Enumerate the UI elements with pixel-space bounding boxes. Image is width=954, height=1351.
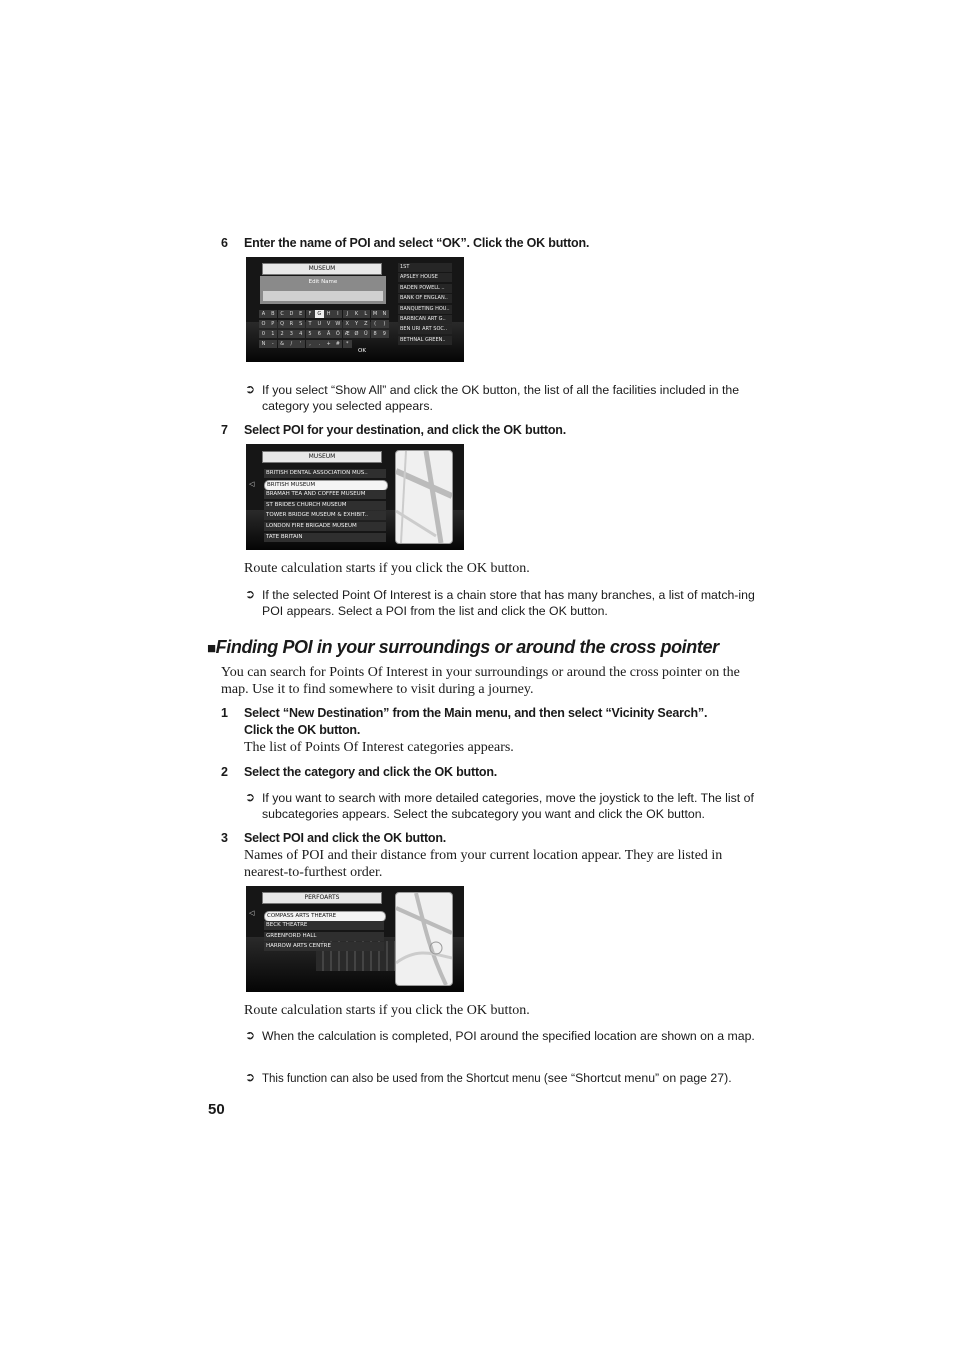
keyboard-key[interactable]: Æ — [343, 330, 352, 338]
list-item[interactable]: COMPASS ARTS THEATRE — [264, 911, 386, 922]
keyboard-key[interactable]: ' — [296, 340, 305, 348]
keyboard-key[interactable]: K — [352, 310, 361, 318]
keyboard-key[interactable]: Y — [352, 320, 361, 328]
keyboard-key[interactable]: . — [315, 340, 324, 348]
keyboard-key[interactable]: Ü — [361, 330, 370, 338]
step-number: 3 — [221, 831, 228, 845]
arrow-icon: ➲ — [245, 1028, 256, 1042]
keyboard-key[interactable]: V — [324, 320, 333, 328]
keyboard-key[interactable]: U — [315, 320, 324, 328]
note-show-all: If you select “Show All” and click the OK button, the list of all the facilities included in the category you selected appears. — [262, 383, 740, 413]
list-item[interactable]: BETHNAL GREEN.. — [398, 336, 452, 345]
arrow-icon: ➲ — [245, 587, 256, 601]
keyboard-key[interactable]: W — [333, 320, 342, 328]
step-number: 1 — [221, 706, 228, 720]
left-arrow-icon: ◁ — [249, 909, 255, 917]
list-item[interactable]: BADEN POWELL .. — [398, 284, 452, 293]
keyboard-key[interactable]: 4 — [296, 330, 305, 338]
arrow-icon: ➲ — [245, 1070, 256, 1084]
list-item[interactable]: LONDON FIRE BRIGADE MUSEUM — [264, 522, 386, 531]
step-result: Names of POI and their distance from your current location appear. They are listed in nearest-to-furthest order. — [244, 848, 723, 880]
keyboard-key[interactable]: F — [306, 310, 315, 318]
keyboard-key[interactable]: C — [278, 310, 287, 318]
keyboard-key[interactable]: M — [371, 310, 380, 318]
list-item[interactable]: APSLEY HOUSE — [398, 273, 452, 282]
map-preview — [395, 892, 453, 986]
keyboard-key[interactable]: D — [287, 310, 296, 318]
keyboard-key[interactable]: R — [287, 320, 296, 328]
route-calculation-text: Route calculation starts if you click the OK button. — [244, 561, 530, 576]
list-item[interactable]: BEN URI ART SOC.. — [398, 325, 452, 334]
keyboard-key[interactable]: T — [306, 320, 315, 328]
note-calculation-complete: When the calculation is completed, POI around the specified location are shown on a map. — [262, 1029, 755, 1043]
keyboard-key[interactable]: X — [343, 320, 352, 328]
step-result: The list of Points Of Interest categories appears. — [244, 740, 514, 755]
keyboard-key[interactable]: 2 — [278, 330, 287, 338]
keyboard-key[interactable]: Ä — [324, 330, 333, 338]
list-item[interactable]: BECK THEATRE — [264, 921, 384, 930]
keyboard-key[interactable]: 0 — [259, 330, 268, 338]
keyboard-key[interactable]: ) — [380, 320, 389, 328]
keyboard-key[interactable]: Z — [361, 320, 370, 328]
keyboard-key[interactable]: - — [268, 340, 277, 348]
left-arrow-icon: ◁ — [249, 480, 255, 488]
step-text: Select the category and click the OK button. — [244, 765, 498, 779]
list-item[interactable]: BANK OF ENGLAN.. — [398, 294, 452, 303]
list-item[interactable]: BRAMAH TEA AND COFFEE MUSEUM — [264, 490, 386, 499]
keyboard-key[interactable]: & — [278, 340, 287, 348]
list-item[interactable]: ST BRIDES CHURCH MUSEUM — [264, 501, 386, 510]
list-item[interactable]: BRITISH DENTAL ASSOCIATION MUS.. — [264, 469, 386, 478]
step-number: 2 — [221, 765, 228, 779]
keyboard-key[interactable]: B — [268, 310, 277, 318]
list-item[interactable]: HARROW ARTS CENTRE — [264, 942, 384, 951]
note-subcategories: If you want to search with more detailed categories, move the joystick to the left. The list of subcategories appears. Select the subcategory you want and click the OK button. — [262, 791, 754, 821]
step-number: 6 — [221, 236, 228, 250]
keyboard-key[interactable]: H — [324, 310, 333, 318]
keyboard-key[interactable]: J — [343, 310, 352, 318]
list-item[interactable]: 1ST — [398, 263, 452, 272]
arrow-icon: ➲ — [245, 790, 256, 804]
step-text: Select “New Destination” from the Main menu, and then select “Vicinity Search”. — [244, 706, 708, 720]
step-text: Enter the name of POI and select “OK”. Click the OK button. — [244, 236, 590, 250]
poi-name-list — [246, 257, 464, 362]
keyboard-key[interactable]: I — [333, 310, 342, 318]
keyboard-key[interactable]: 3 — [287, 330, 296, 338]
step-text: Select POI and click the OK button. — [244, 831, 447, 845]
keyboard-key[interactable]: # — [333, 340, 342, 348]
section-heading — [207, 637, 719, 658]
keyboard-key[interactable]: + — [324, 340, 333, 348]
section-marker: ■ — [207, 640, 216, 657]
map-preview — [395, 450, 453, 544]
keyboard-key[interactable]: Ö — [333, 330, 342, 338]
keyboard-key[interactable]: N — [380, 310, 389, 318]
keyboard-key[interactable]: , — [306, 340, 315, 348]
keyboard-key[interactable]: ( — [371, 320, 380, 328]
list-item[interactable]: BANQUETING HOU.. — [398, 305, 452, 314]
screen-edit-name — [246, 257, 464, 362]
keyboard-key[interactable]: G — [315, 310, 324, 318]
step-text: Select POI for your destination, and click the OK button. — [244, 423, 566, 437]
keyboard-key[interactable]: P — [268, 320, 277, 328]
edit-name-label: Edit Name — [308, 279, 338, 285]
screen-title: PERFOARTS — [262, 892, 382, 904]
list-item[interactable]: GREENFORD HALL — [264, 932, 384, 941]
keyboard-key[interactable]: O — [259, 320, 268, 328]
screen-museum-list — [246, 444, 464, 550]
step-number: 7 — [221, 423, 228, 437]
keyboard-key[interactable]: S — [296, 320, 305, 328]
page-reference-link[interactable]: see “Shortcut menu” on page 27 — [547, 1071, 725, 1085]
screen-title: MUSEUM — [262, 451, 382, 463]
screen-title: MUSEUM — [262, 263, 382, 275]
keyboard-key[interactable]: 5 — [306, 330, 315, 338]
list-item[interactable]: BARBICAN ART G.. — [398, 315, 452, 324]
note-text: This function can also be used from the Shortcut menu ( — [262, 1073, 548, 1085]
keyboard-key[interactable]: Ø — [352, 330, 361, 338]
keyboard-key[interactable]: E — [296, 310, 305, 318]
route-calculation-text: Route calculation starts if you click the OK button. — [244, 1003, 530, 1018]
keyboard-key[interactable]: N — [259, 340, 268, 348]
arrow-icon: ➲ — [245, 382, 256, 396]
note-chain-store: If the selected Point Of Interest is a chain store that has many branches, a list of match-ing POI appears. Select a POI from the list and click the OK button. — [262, 588, 755, 618]
note-shortcut-menu — [262, 1070, 762, 1087]
list-item[interactable]: TOWER BRIDGE MUSEUM & EXHIBIT.. — [264, 511, 386, 520]
list-item[interactable]: TATE BRITAIN — [264, 533, 386, 542]
keyboard-key[interactable]: / — [287, 340, 296, 348]
section-intro: You can search for Points Of Interest in your surroundings or around the cross pointer on the map. Use it to find somewhere to visit during a journey. — [221, 665, 740, 697]
page-number: 50 — [208, 1101, 225, 1118]
keyboard-key[interactable]: 6 — [315, 330, 324, 338]
keyboard-key[interactable]: Q — [278, 320, 287, 328]
section-title: Finding POI in your surroundings or around the cross pointer — [215, 637, 719, 657]
keyboard-key[interactable]: 9 — [380, 330, 389, 338]
step-text-continued: Click the OK button. — [244, 723, 361, 737]
keyboard-key[interactable]: A — [259, 310, 268, 318]
keyboard-key[interactable]: 1 — [268, 330, 277, 338]
keyboard-key[interactable]: L — [361, 310, 370, 318]
screen-vicinity-list — [246, 886, 464, 992]
keyboard-key[interactable]: 8 — [371, 330, 380, 338]
note-text: ). — [724, 1071, 732, 1085]
ok-key[interactable]: OK — [358, 348, 366, 354]
keyboard-key[interactable]: * — [343, 340, 352, 348]
list-item[interactable]: BRITISH MUSEUM — [264, 480, 388, 491]
